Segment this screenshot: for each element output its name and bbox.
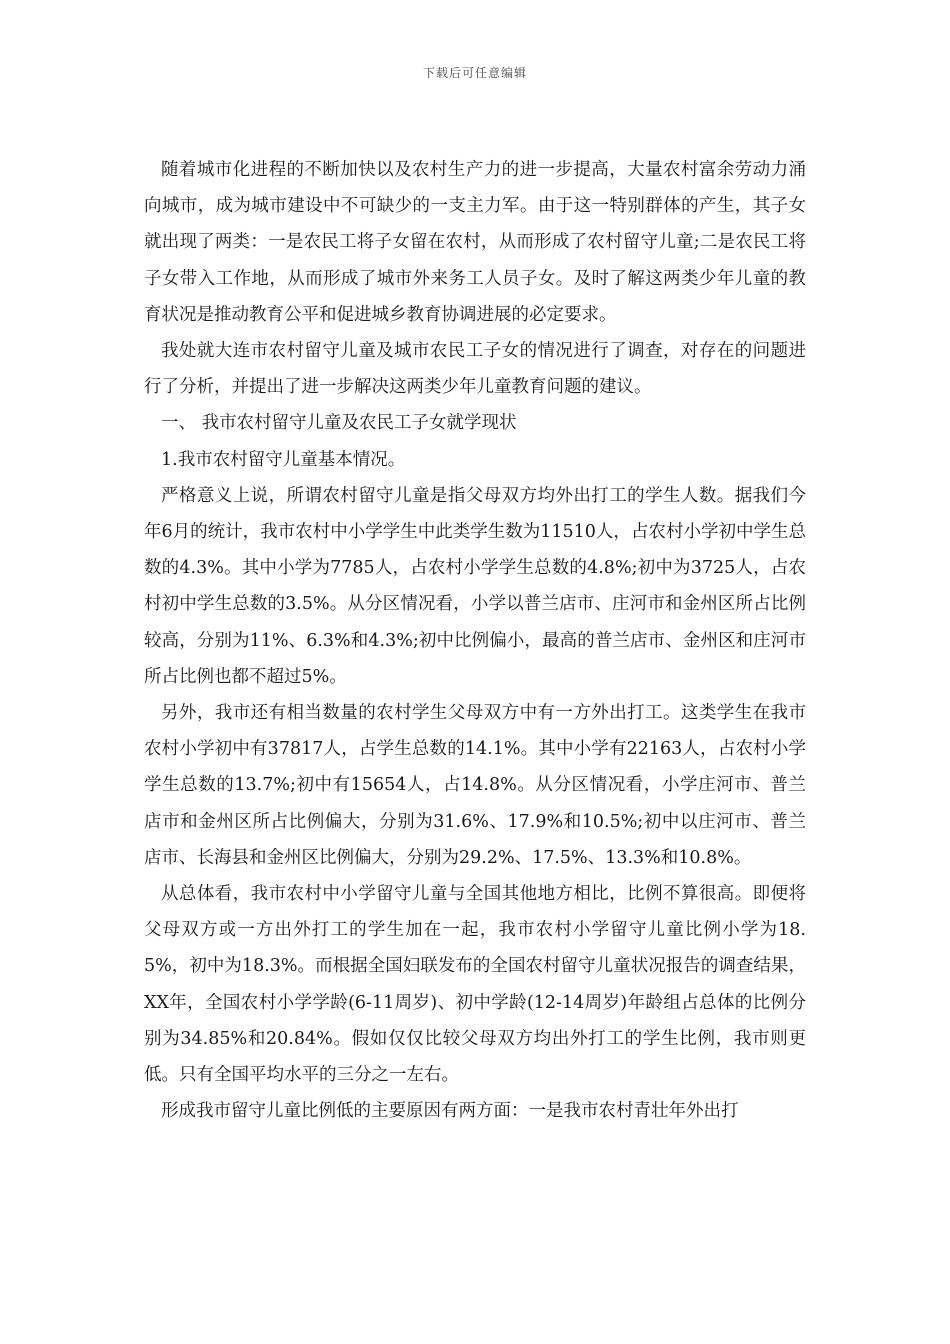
subsection-heading-1-1: 1.我市农村留守儿童基本情况。 xyxy=(161,449,406,470)
header-note: 下载后可任意编辑 xyxy=(422,66,527,80)
paragraph-survey: 我处就大连市农村留守儿童及城市农民工子女的情况进行了调查，对存在的问题进行了分析，并提出了进一步解决这两类少年儿童教育问题的建议。 xyxy=(144,341,806,398)
paragraph-national-comparison: 从总体看，我市农村中小学留守儿童与全国其他地方相比，比例不算很高。即便将父母双方或一方出外打工的学生加在一起，我市农村小学留守儿童比例小学为18.5%，初中为18.3%。而根据全国妇联发布的全国农村留守儿童状况报告的调查结果，XX年，全国农村小学学龄(6-11周岁)、初中学龄(12-14周岁)年龄组占总体的比例分别为34.85%和20.84%。假如仅仅比较父母双方均出外打工的学生比例，我市则更低。只有全国平均水平的三分之一左右。 xyxy=(144,884,806,1086)
paragraph-intro: 随着城市化进程的不断加快以及农村生产力的进一步提高，大量农村富余劳动力涌向城市，成为城市建设中不可缺少的一支主力军。由于这一特别群体的产生，其子女就出现了两类：一是农民工将子女留在农村，从而形成了农村留守儿童;二是农民工将子女带入工作地，从而形成了城市外来务工人员子女。及时了解这两类少年儿童的教育状况是推动教育公平和促进城乡教育协调进展的必定要求。 xyxy=(144,160,806,325)
section-heading-1: 一、 我市农村留守儿童及农民工子女就学现状 xyxy=(161,413,517,434)
document-body xyxy=(144,152,806,1129)
paragraph-one-parent-stats: 另外，我市还有相当数量的农村学生父母双方中有一方外出打工。这类学生在我市农村小学初中有37817人，占学生总数的14.1%。其中小学有22163人，占农村小学学生总数的13.7%;初中有15654人，占14.8%。从分区情况看，小学庄河市、普兰店市和金州区所占比例偏大，分别为31.6%、17.9%和10.5%;初中以庄河市、普兰店市、长海县和金州区比例偏大，分别为29.2%、17.5%、13.3%和10.8%。 xyxy=(144,703,806,868)
paragraph-left-behind-stats: 严格意义上说，所谓农村留守儿童是指父母双方均外出打工的学生人数。据我们今年6月的统计，我市农村中小学学生中此类学生数为11510人，占农村小学初中学生总数的4.3%。其中小学为7785人，占农村小学学生总数的4.8%;初中为3725人，占农村初中学生总数的3.5%。从分区情况看，小学以普兰店市、庄河市和金州区所占比例较高，分别为11%、6.3%和4.3%;初中比例偏小，最高的普兰店市、金州区和庄河市所占比例也都不超过5%。 xyxy=(144,485,806,687)
paragraph-causes: 形成我市留守儿童比例低的主要原因有两方面：一是我市农村青壮年外出打 xyxy=(161,1101,739,1122)
